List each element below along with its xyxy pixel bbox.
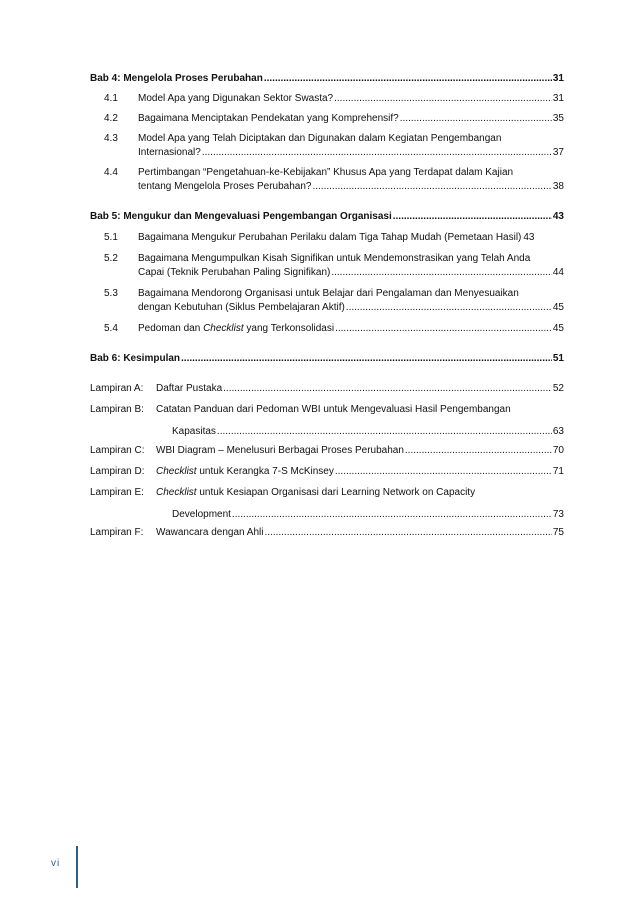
toc-title-line: Catatan Panduan dari Pedoman WBI untuk Mengevaluasi Hasil Pengembangan [156, 404, 511, 415]
toc-page: 51 [552, 353, 564, 364]
title-italic: Checklist [203, 323, 244, 334]
toc-section-5-4[interactable] [90, 322, 564, 336]
toc-appendix-e[interactable] [90, 486, 564, 522]
toc-title: Bagaimana Menciptakan Pendekatan yang Komprehensif? [138, 113, 399, 124]
toc-title: Bab 4: Mengelola Proses Perubahan [90, 73, 263, 84]
toc-title [138, 322, 334, 336]
title-italic: Checklist [156, 466, 197, 477]
title-italic: Checklist [156, 487, 197, 498]
section-number: 5.3 [104, 288, 118, 299]
toc-appendix-a[interactable] [90, 382, 564, 396]
appendix-label: Lampiran E: [90, 487, 144, 498]
toc-page: 52 [552, 383, 564, 394]
toc-page: 43 [523, 232, 535, 243]
toc-page: 70 [552, 445, 564, 456]
toc-title: Bagaimana Mengukur Perubahan Perilaku dalam Tiga Tahap Mudah (Pemetaan Hasil) [138, 232, 522, 243]
toc-section-5-3[interactable] [90, 287, 564, 315]
toc-section-4-4[interactable] [90, 166, 564, 194]
toc-page: 31 [552, 73, 564, 84]
toc-title-line: Bagaimana Mendorong Organisasi untuk Belajar dari Pengalaman dan Menyesuaikan [138, 288, 519, 299]
toc-page: 31 [552, 93, 564, 104]
appendix-label: Lampiran A: [90, 383, 144, 394]
section-number: 4.4 [104, 167, 118, 178]
section-number: 4.1 [104, 93, 118, 104]
toc-title: Bab 5: Mengukur dan Mengevaluasi Pengembangan Organisasi [90, 211, 392, 222]
toc-page: 73 [552, 509, 564, 520]
toc-appendix-f[interactable] [90, 526, 564, 540]
toc-appendix-d[interactable] [90, 465, 564, 479]
toc-appendix-c[interactable] [90, 444, 564, 458]
toc-title: Bab 6: Kesimpulan [90, 353, 181, 364]
toc-page: 37 [552, 147, 564, 158]
section-number: 5.4 [104, 323, 118, 334]
appendix-label: Lampiran C: [90, 445, 145, 456]
title-text: yang Terkonsolidasi [243, 323, 335, 334]
toc-page: 43 [552, 211, 564, 222]
toc-title-line: tentang Mengelola Proses Perubahan? [138, 181, 312, 192]
section-number: 4.3 [104, 133, 118, 144]
toc-page: 45 [552, 302, 564, 313]
toc-page: 71 [552, 466, 564, 477]
toc-title-line: Bagaimana Mengumpulkan Kisah Signifikan untuk Mendemonstrasikan yang Telah Anda [138, 253, 531, 264]
toc-title: Model Apa yang Digunakan Sektor Swasta? [138, 93, 334, 104]
appendix-label: Lampiran D: [90, 466, 145, 477]
toc-section-4-3[interactable] [90, 132, 564, 160]
toc-chapter-4[interactable] [90, 72, 564, 86]
toc-page: 63 [552, 426, 564, 437]
toc-title: WBI Diagram – Menelusuri Berbagai Proses Perubahan [156, 445, 404, 456]
toc-page: 44 [552, 267, 564, 278]
toc-section-4-2[interactable] [90, 112, 564, 126]
section-number: 4.2 [104, 113, 118, 124]
section-number: 5.2 [104, 253, 118, 264]
toc-section-4-1[interactable] [90, 92, 564, 106]
title-text: untuk Kerangka 7-S McKinsey [196, 466, 334, 477]
toc-title-line [156, 486, 564, 500]
toc-page: 75 [552, 527, 564, 538]
footer-divider [76, 846, 78, 888]
toc-title-line: Capai (Teknik Perubahan Paling Signifikan) [138, 267, 331, 278]
toc-title [156, 465, 334, 479]
toc-title-line: Development [172, 509, 231, 520]
toc-chapter-6[interactable] [90, 352, 564, 366]
title-text: untuk Kesiapan Organisasi dari Learning Network on Capacity [196, 487, 476, 498]
toc-appendix-b[interactable] [90, 403, 564, 439]
toc-section-5-2[interactable] [90, 252, 564, 280]
appendix-label: Lampiran B: [90, 404, 144, 415]
toc-title-line: Model Apa yang Telah Diciptakan dan Digunakan dalam Kegiatan Pengembangan [138, 133, 502, 144]
section-number: 5.1 [104, 232, 118, 243]
title-text: Pedoman dan [138, 323, 204, 334]
toc-title-line: Internasional? [138, 147, 201, 158]
toc-page: 38 [552, 181, 564, 192]
toc-title: Wawancara dengan Ahli [156, 527, 264, 538]
toc-title-line: Kapasitas [172, 426, 216, 437]
toc-title-line: Pertimbangan “Pengetahuan-ke-Kebijakan” Khusus Apa yang Terdapat dalam Kajian [138, 167, 514, 178]
page-number: vi [51, 858, 61, 869]
toc-title: Daftar Pustaka [156, 383, 223, 394]
toc-section-5-1[interactable] [90, 231, 564, 245]
appendix-label: Lampiran F: [90, 527, 144, 538]
toc-chapter-5[interactable] [90, 210, 564, 224]
toc-page: 35 [552, 113, 564, 124]
toc-page: 45 [552, 323, 564, 334]
toc-title-line: dengan Kebutuhan (Siklus Pembelajaran Aktif) [138, 302, 345, 313]
